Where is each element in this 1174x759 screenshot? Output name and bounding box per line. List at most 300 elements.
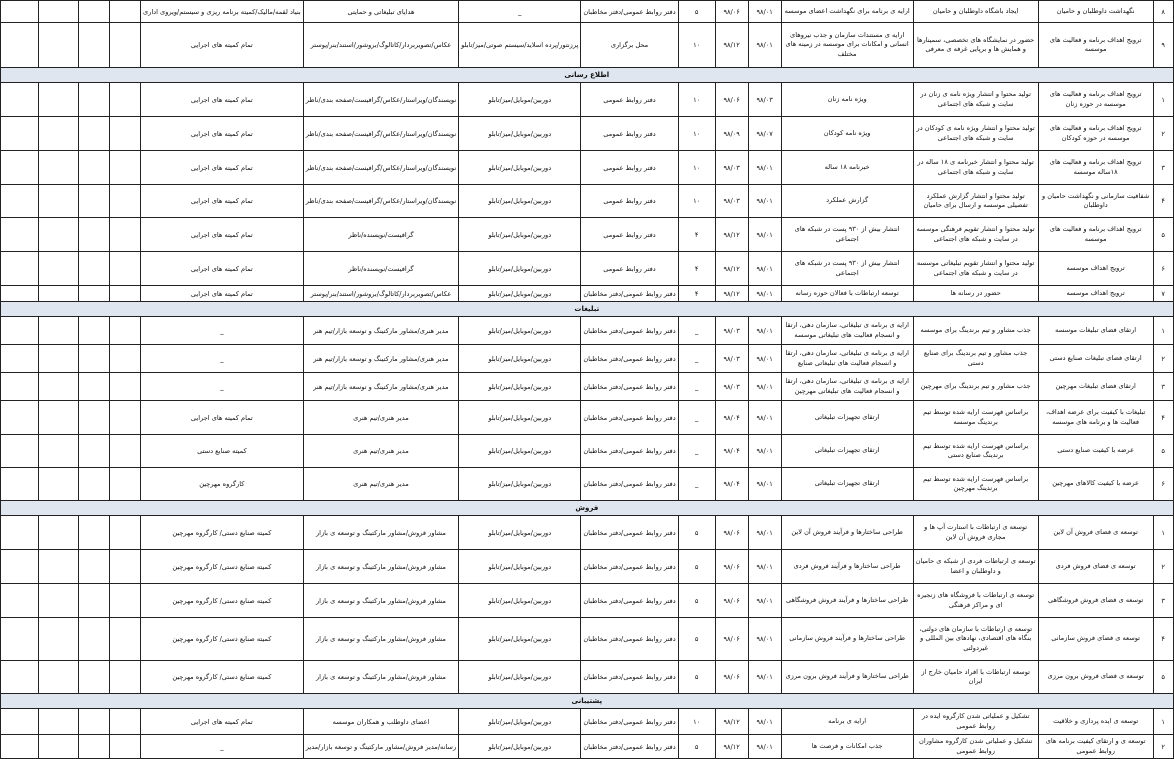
location-cell: دفتر روابط عمومی/دفتر مخاطبان xyxy=(581,661,678,694)
start-date-cell: ۹۸/۰۱ xyxy=(748,252,781,286)
action-cell: تولید محتوا و انتشار ویژه نامه ی زنان در سایت و شبکه های اجتماعی xyxy=(913,83,1038,117)
table-row xyxy=(1,1,1174,23)
equipment-cell: دوربین/موبایل/میز/تابلو xyxy=(459,218,581,252)
output-cell: خبرنامه ۱۸ ساله xyxy=(781,151,913,185)
goal-cell: توسعه ی فضای فروش فروشگاهی xyxy=(1038,584,1153,618)
equipment-cell: دوربین/موبایل/میز/تابلو xyxy=(459,373,581,401)
action-cell: براساس فهرست ارایه شده توسط تیم برندینگ موسسه xyxy=(913,401,1038,435)
extra-cell xyxy=(1,661,39,694)
start-date-cell: ۹۸/۰۱ xyxy=(748,468,781,501)
extra-cell xyxy=(79,373,110,401)
extra-cell xyxy=(1,252,39,286)
resources-cell: مدیر هنری/تیم هنری xyxy=(303,468,458,501)
extra-cell xyxy=(79,218,110,252)
equipment-cell: دوربین/موبایل/میز/تابلو xyxy=(459,516,581,550)
end-date-cell: ۹۸/۰۴ xyxy=(715,401,748,435)
section-title: اطلاع رسانی xyxy=(1,68,1174,83)
output-cell: طراحی ساختارها و فرآیند فروش برون مرزی xyxy=(781,661,913,694)
extra-cell xyxy=(79,286,110,302)
extra-cell xyxy=(1,435,39,468)
resources-cell: مشاور فروش/مشاور مارکتینگ و توسعه ی بازار xyxy=(303,584,458,618)
row-number-cell: ۲ xyxy=(1153,735,1173,759)
section-title: تبلیغات xyxy=(1,302,1174,317)
equipment-cell: دوربین/موبایل/میز/تابلو xyxy=(459,401,581,435)
output-cell: ارتقای تجهیزات تبلیغاتی xyxy=(781,468,913,501)
row-number-cell: ۳ xyxy=(1153,373,1173,401)
partner-cell: بنیاد لقمه/مالیک/کمیته برنامه ریزی و سیستم/ویروی اداری xyxy=(141,1,304,23)
table-row xyxy=(1,83,1174,117)
extra-cell xyxy=(1,618,39,661)
extra-cell xyxy=(110,151,141,185)
resources-cell: مدیر هنری/مشاور مارکتینگ و توسعه بازار/تیم هنر xyxy=(303,345,458,373)
weight-cell: ۵ xyxy=(678,618,715,661)
resources-cell: مشاور فروش/مشاور مارکتینگ و توسعه ی بازار xyxy=(303,618,458,661)
extra-cell xyxy=(79,252,110,286)
goal-cell: توسعه ی و ارتقای کیفیت برنامه های روابط عمومی xyxy=(1038,735,1153,759)
row-number-cell: ۴ xyxy=(1153,618,1173,661)
end-date-cell: ۹۸/۰۳ xyxy=(715,373,748,401)
table-row xyxy=(1,252,1174,286)
end-date-cell: ۹۸/۰۳ xyxy=(715,317,748,345)
extra-cell xyxy=(39,286,79,302)
table-row xyxy=(1,401,1174,435)
weight-cell: ۵ xyxy=(678,735,715,759)
partner-cell: تمام کمیته های اجرایی xyxy=(141,117,304,151)
table-row xyxy=(1,317,1174,345)
weight-cell: ۵ xyxy=(678,550,715,584)
partner-cell: کمیته صنایع دستی/ کارگروه مهرچین xyxy=(141,584,304,618)
row-number-cell: ۴ xyxy=(1153,401,1173,435)
weight-cell: _ xyxy=(678,373,715,401)
goal-cell: توسعه ی ایده پردازی و خلاقیت xyxy=(1038,709,1153,735)
location-cell: دفتر روابط عمومی/دفتر مخاطبان xyxy=(581,468,678,501)
equipment-cell: دوربین/موبایل/میز/تابلو xyxy=(459,252,581,286)
row-number-cell: ۶ xyxy=(1153,468,1173,501)
extra-cell xyxy=(39,735,79,759)
partner-cell: کمیته صنایع دستی/ کارگروه مهرچین xyxy=(141,618,304,661)
output-cell: توسعه ارتباطات با فعالان حوزه رسانه xyxy=(781,286,913,302)
action-cell: جذب مشاور و تیم برندینگ برای مهرچین xyxy=(913,373,1038,401)
row-number-cell: ۸ xyxy=(1153,1,1173,23)
extra-cell xyxy=(79,151,110,185)
extra-cell xyxy=(110,401,141,435)
extra-cell xyxy=(1,185,39,218)
weight-cell: ۱۰ xyxy=(678,117,715,151)
location-cell: دفتر روابط عمومی/دفتر مخاطبان xyxy=(581,401,678,435)
end-date-cell: ۹۸/۱۲ xyxy=(715,252,748,286)
end-date-cell: ۹۸/۰۶ xyxy=(715,618,748,661)
resources-cell: مدیر هنری/تیم هنری xyxy=(303,435,458,468)
extra-cell xyxy=(110,373,141,401)
row-number-cell: ۵ xyxy=(1153,435,1173,468)
table-row xyxy=(1,618,1174,661)
output-cell: ارتقای تجهیزات تبلیغاتی xyxy=(781,435,913,468)
goal-cell: توسعه ی فضای فروش سازمانی xyxy=(1038,618,1153,661)
section-header-row xyxy=(1,302,1174,317)
extra-cell xyxy=(79,584,110,618)
extra-cell xyxy=(110,117,141,151)
row-number-cell: ۱ xyxy=(1153,709,1173,735)
row-number-cell: ۵ xyxy=(1153,218,1173,252)
end-date-cell: ۹۸/۰۶ xyxy=(715,1,748,23)
location-cell: دفتر روابط عمومی/دفتر مخاطبان xyxy=(581,584,678,618)
start-date-cell: ۹۸/۰۱ xyxy=(748,435,781,468)
extra-cell xyxy=(79,709,110,735)
location-cell: دفتر روابط عمومی xyxy=(581,151,678,185)
extra-cell xyxy=(79,618,110,661)
start-date-cell: ۹۸/۰۱ xyxy=(748,218,781,252)
extra-cell xyxy=(1,709,39,735)
equipment-cell: دوربین/موبایل/میز/تابلو xyxy=(459,117,581,151)
equipment-cell: دوربین/موبایل/میز/تابلو xyxy=(459,735,581,759)
location-cell: دفتر روابط عمومی xyxy=(581,117,678,151)
extra-cell xyxy=(110,218,141,252)
extra-cell xyxy=(1,83,39,117)
extra-cell xyxy=(110,286,141,302)
resources-cell: رسانه/مدیر فروش/مشاور مارکتینگ و توسعه بازار/مدیر xyxy=(303,735,458,759)
action-cell: توسعه ی ارتباطات با استارت آپ ها و مجاری فروش آن لاین xyxy=(913,516,1038,550)
table-row xyxy=(1,23,1174,68)
action-cell: توسعه ی ارتباطات فردی از شبکه ی حامیان و داوطلبان و اعضا xyxy=(913,550,1038,584)
extra-cell xyxy=(39,117,79,151)
partner-cell: _ xyxy=(141,735,304,759)
row-number-cell: ۲ xyxy=(1153,550,1173,584)
partner-cell: تمام کمیته های اجرایی xyxy=(141,252,304,286)
extra-cell xyxy=(1,735,39,759)
action-cell: تشکیل و عملیاتی شدن کارگروه ایده در روابط عمومی xyxy=(913,709,1038,735)
extra-cell xyxy=(1,345,39,373)
resources-cell: مشاور فروش/مشاور مارکتینگ و توسعه ی بازار xyxy=(303,516,458,550)
extra-cell xyxy=(79,516,110,550)
action-cell: براساس فهرست ارایه شده توسط تیم برندینگ صنایع دستی xyxy=(913,435,1038,468)
table-row xyxy=(1,661,1174,694)
equipment-cell: دوربین/موبایل/میز/تابلو xyxy=(459,661,581,694)
end-date-cell: ۹۸/۱۲ xyxy=(715,218,748,252)
extra-cell xyxy=(39,584,79,618)
partner-cell: تمام کمیته های اجرایی xyxy=(141,401,304,435)
end-date-cell: ۹۸/۰۹ xyxy=(715,117,748,151)
resources-cell: گرافیست/نویسنده/ناظر xyxy=(303,218,458,252)
equipment-cell: _ xyxy=(459,1,581,23)
action-cell: توسعه ی ارتباطات با سازمان های دولتی، بنگاه های اقتصادی، نهادهای بین المللی و غیردولتی xyxy=(913,618,1038,661)
location-cell: دفتر روابط عمومی/دفتر مخاطبان xyxy=(581,317,678,345)
partner-cell: تمام کمیته های اجرایی xyxy=(141,23,304,68)
weight-cell: ۴ xyxy=(678,252,715,286)
weight-cell: _ xyxy=(678,401,715,435)
action-cell: تولید محتوا و انتشار خبرنامه ی ۱۸ ساله در سایت و شبکه های اجتماعی xyxy=(913,151,1038,185)
resources-cell: عکاس/تصویربردار/کاتالوگ/بروشور/استند/بنر/پوستر xyxy=(303,23,458,68)
goal-cell: عرضه با کیفیت صنایع دستی xyxy=(1038,435,1153,468)
extra-cell xyxy=(1,584,39,618)
table-row xyxy=(1,345,1174,373)
table-row xyxy=(1,286,1174,302)
extra-cell xyxy=(39,185,79,218)
extra-cell xyxy=(1,286,39,302)
table-row xyxy=(1,468,1174,501)
equipment-cell: پرزنتور/پرده اسلاید/سیستم صوتی/میز/تابلو xyxy=(459,23,581,68)
end-date-cell: ۹۸/۰۴ xyxy=(715,468,748,501)
extra-cell xyxy=(79,468,110,501)
start-date-cell: ۹۸/۰۱ xyxy=(748,584,781,618)
goal-cell: ارتقای فضای تبلیغات صنایع دستی xyxy=(1038,345,1153,373)
equipment-cell: دوربین/موبایل/میز/تابلو xyxy=(459,83,581,117)
start-date-cell: ۹۸/۰۱ xyxy=(748,709,781,735)
output-cell: ارایه ی برنامه xyxy=(781,709,913,735)
start-date-cell: ۹۸/۰۱ xyxy=(748,401,781,435)
goal-cell: ترویج اهداف موسسه xyxy=(1038,286,1153,302)
output-cell: ارایه ی برنامه ی تبلیغاتی، سازمان دهی، ارتقا و انسجام فعالیت های تبلیغاتی مهرچین xyxy=(781,373,913,401)
extra-cell xyxy=(39,151,79,185)
table-row xyxy=(1,550,1174,584)
location-cell: دفتر روابط عمومی/دفتر مخاطبان xyxy=(581,550,678,584)
partner-cell: تمام کمیته های اجرایی xyxy=(141,709,304,735)
extra-cell xyxy=(110,1,141,23)
equipment-cell: دوربین/موبایل/میز/تابلو xyxy=(459,286,581,302)
weight-cell: ۵ xyxy=(678,516,715,550)
goal-cell: تبلیغات با کیفیت برای عرضه اهداف، فعالیت ها و برنامه های موسسه xyxy=(1038,401,1153,435)
equipment-cell: دوربین/موبایل/میز/تابلو xyxy=(459,345,581,373)
extra-cell xyxy=(39,618,79,661)
extra-cell xyxy=(39,252,79,286)
output-cell: ارتقای تجهیزات تبلیغاتی xyxy=(781,401,913,435)
extra-cell xyxy=(1,317,39,345)
extra-cell xyxy=(39,516,79,550)
row-number-cell: ۳ xyxy=(1153,151,1173,185)
partner-cell: کمیته صنایع دستی xyxy=(141,435,304,468)
output-cell: طراحی ساختارها و فرآیند فروش فردی xyxy=(781,550,913,584)
partner-cell: تمام کمیته های اجرایی xyxy=(141,286,304,302)
goal-cell: شفافیت سازمانی و نگهداشت حامیان و داوطلبان xyxy=(1038,185,1153,218)
extra-cell xyxy=(110,185,141,218)
output-cell: ویژه نامه کودکان xyxy=(781,117,913,151)
weight-cell: ۵ xyxy=(678,1,715,23)
table-row xyxy=(1,185,1174,218)
end-date-cell: ۹۸/۰۳ xyxy=(715,151,748,185)
goal-cell: ترویج اهداف برنامه و فعالیت های موسسه xyxy=(1038,23,1153,68)
resources-cell: مدیر هنری/مشاور مارکتینگ و توسعه بازار/تیم هنر xyxy=(303,317,458,345)
extra-cell xyxy=(110,709,141,735)
output-cell: طراحی ساختارها و فرآیند فروش آن لاین xyxy=(781,516,913,550)
location-cell: دفتر روابط عمومی/دفتر مخاطبان xyxy=(581,345,678,373)
start-date-cell: ۹۸/۰۱ xyxy=(748,286,781,302)
extra-cell xyxy=(79,117,110,151)
location-cell: دفتر روابط عمومی xyxy=(581,83,678,117)
output-cell: ویژه نامه زنان xyxy=(781,83,913,117)
extra-cell xyxy=(1,401,39,435)
extra-cell xyxy=(39,709,79,735)
start-date-cell: ۹۸/۰۱ xyxy=(748,373,781,401)
output-cell: طراحی ساختارها و فرآیند فروش سازمانی xyxy=(781,618,913,661)
partner-cell: تمام کمیته های اجرایی xyxy=(141,185,304,218)
extra-cell xyxy=(110,516,141,550)
extra-cell xyxy=(110,550,141,584)
partner-cell: تمام کمیته های اجرایی xyxy=(141,83,304,117)
extra-cell xyxy=(79,317,110,345)
weight-cell: ۱۰ xyxy=(678,185,715,218)
end-date-cell: ۹۸/۰۳ xyxy=(715,345,748,373)
extra-cell xyxy=(110,584,141,618)
output-cell: انتشار بیش از ۹۳۰ پست در شبکه های اجتماعی xyxy=(781,252,913,286)
weight-cell: ۱۰ xyxy=(678,709,715,735)
extra-cell xyxy=(110,735,141,759)
extra-cell xyxy=(79,661,110,694)
section-header-row xyxy=(1,694,1174,709)
end-date-cell: ۹۸/۰۶ xyxy=(715,516,748,550)
location-cell: محل برگزاری xyxy=(581,23,678,68)
weight-cell: ۵ xyxy=(678,661,715,694)
extra-cell xyxy=(1,218,39,252)
extra-cell xyxy=(110,345,141,373)
end-date-cell: ۹۸/۱۲ xyxy=(715,709,748,735)
resources-cell: اعضای داوطلب و همکاران موسسه xyxy=(303,709,458,735)
equipment-cell: دوربین/موبایل/میز/تابلو xyxy=(459,151,581,185)
table-row xyxy=(1,735,1174,759)
location-cell: دفتر روابط عمومی/دفتر مخاطبان xyxy=(581,435,678,468)
row-number-cell: ۱ xyxy=(1153,516,1173,550)
resources-cell: گرافیست/نویسنده/ناظر xyxy=(303,252,458,286)
extra-cell xyxy=(1,23,39,68)
location-cell: دفتر روابط عمومی/دفتر مخاطبان xyxy=(581,735,678,759)
row-number-cell: ۳ xyxy=(1153,584,1173,618)
output-cell: ارایه ی برنامه برای نگهداشت اعضای موسسه xyxy=(781,1,913,23)
extra-cell xyxy=(39,373,79,401)
weight-cell: _ xyxy=(678,317,715,345)
extra-cell xyxy=(110,317,141,345)
extra-cell xyxy=(79,185,110,218)
extra-cell xyxy=(39,1,79,23)
weight-cell: ۴ xyxy=(678,218,715,252)
action-cell: حضور در نمایشگاه های تخصصی، سمینارها و همایش ها و برپایی غرفه ی معرفی xyxy=(913,23,1038,68)
location-cell: دفتر روابط عمومی/دفتر مخاطبان xyxy=(581,286,678,302)
goal-cell: ترویج اهداف موسسه xyxy=(1038,252,1153,286)
location-cell: دفتر روابط عمومی/دفتر مخاطبان xyxy=(581,618,678,661)
goal-cell: ترویج اهداف برنامه و فعالیت های موسسه در حوزه زنان xyxy=(1038,83,1153,117)
extra-cell xyxy=(1,516,39,550)
equipment-cell: دوربین/موبایل/میز/تابلو xyxy=(459,185,581,218)
partner-cell: کمیته صنایع دستی/ کارگروه مهرچین xyxy=(141,550,304,584)
partner-cell: _ xyxy=(141,345,304,373)
equipment-cell: دوربین/موبایل/میز/تابلو xyxy=(459,709,581,735)
extra-cell xyxy=(1,1,39,23)
start-date-cell: ۹۸/۰۱ xyxy=(748,185,781,218)
partner-cell: کارگروه مهرچین xyxy=(141,468,304,501)
partner-cell: _ xyxy=(141,317,304,345)
start-date-cell: ۹۸/۰۱ xyxy=(748,735,781,759)
end-date-cell: ۹۸/۱۲ xyxy=(715,23,748,68)
resources-cell: نویسندگان/ویراستار/عکاس/گرافیست/صفحه بندی/ناظر xyxy=(303,117,458,151)
extra-cell xyxy=(39,435,79,468)
weight-cell: _ xyxy=(678,435,715,468)
output-cell: گزارش عملکرد xyxy=(781,185,913,218)
start-date-cell: ۹۸/۰۱ xyxy=(748,345,781,373)
goal-cell: توسعه ی فضای فروش فردی xyxy=(1038,550,1153,584)
weight-cell: ۱۰ xyxy=(678,151,715,185)
section-header-row xyxy=(1,501,1174,516)
extra-cell xyxy=(79,23,110,68)
extra-cell xyxy=(110,23,141,68)
equipment-cell: دوربین/موبایل/میز/تابلو xyxy=(459,618,581,661)
goal-cell: توسعه ی فضای فروش آن لاین xyxy=(1038,516,1153,550)
weight-cell: ۴ xyxy=(678,286,715,302)
goal-cell: ترویج اهداف برنامه و فعالیت های موسسه در حوزه کودکان xyxy=(1038,117,1153,151)
end-date-cell: ۹۸/۱۲ xyxy=(715,735,748,759)
goal-cell: توسعه ی فضای فروش برون مرزی xyxy=(1038,661,1153,694)
action-cell: تشکیل و عملیاتی شدن کارگروه مشاوران روابط عمومی xyxy=(913,735,1038,759)
equipment-cell: دوربین/موبایل/میز/تابلو xyxy=(459,584,581,618)
extra-cell xyxy=(79,401,110,435)
row-number-cell: ۷ xyxy=(1153,286,1173,302)
partner-cell: کمیته صنایع دستی/ کارگروه مهرچین xyxy=(141,661,304,694)
start-date-cell: ۹۸/۰۱ xyxy=(748,550,781,584)
location-cell: دفتر روابط عمومی/دفتر مخاطبان xyxy=(581,709,678,735)
equipment-cell: دوربین/موبایل/میز/تابلو xyxy=(459,550,581,584)
start-date-cell: ۹۸/۰۱ xyxy=(748,151,781,185)
row-number-cell: ۶ xyxy=(1153,252,1173,286)
partner-cell: _ xyxy=(141,373,304,401)
output-cell: ارایه ی مستندات سازمان و جذب نیروهای انسانی و امکانات برای موسسه در زمینه های مختلف xyxy=(781,23,913,68)
extra-cell xyxy=(110,661,141,694)
start-date-cell: ۹۸/۰۱ xyxy=(748,23,781,68)
action-cell: ایجاد باشگاه داوطلبان و حامیان xyxy=(913,1,1038,23)
partner-cell: تمام کمیته های اجرایی xyxy=(141,151,304,185)
start-date-cell: ۹۸/۰۱ xyxy=(748,317,781,345)
extra-cell xyxy=(1,151,39,185)
action-cell: جذب مشاور و تیم برندینگ برای موسسه xyxy=(913,317,1038,345)
extra-cell xyxy=(39,218,79,252)
equipment-cell: دوربین/موبایل/میز/تابلو xyxy=(459,435,581,468)
extra-cell xyxy=(39,83,79,117)
weight-cell: ۵ xyxy=(678,584,715,618)
weight-cell: _ xyxy=(678,468,715,501)
location-cell: دفتر روابط عمومی xyxy=(581,185,678,218)
resources-cell: نویسندگان/ویراستار/عکاس/گرافیست/صفحه بندی/ناظر xyxy=(303,151,458,185)
weight-cell: _ xyxy=(678,345,715,373)
extra-cell xyxy=(110,435,141,468)
output-cell: طراحی ساختارها و فرآیند فروش فروشگاهی xyxy=(781,584,913,618)
goal-cell: ترویج اهداف برنامه و فعالیت های ۱۸ساله موسسه xyxy=(1038,151,1153,185)
output-cell: ارایه ی برنامه ی تبلیغاتی، سازمان دهی، ارتقا و انسجام فعالیت های تبلیغاتی موسسه xyxy=(781,317,913,345)
extra-cell xyxy=(39,401,79,435)
extra-cell xyxy=(1,550,39,584)
extra-cell xyxy=(110,618,141,661)
extra-cell xyxy=(1,373,39,401)
action-cell: تولید محتوا و انتشار ویژه نامه ی کودکان در سایت و شبکه های اجتماعی xyxy=(913,117,1038,151)
row-number-cell: ۵ xyxy=(1153,661,1173,694)
partner-cell: کمیته صنایع دستی/ کارگروه مهرچین xyxy=(141,516,304,550)
action-cell: توسعه ی ارتباطات با فروشگاه های زنجیره ای و مراکز فرهنگی xyxy=(913,584,1038,618)
start-date-cell: ۹۸/۰۱ xyxy=(748,661,781,694)
extra-cell xyxy=(110,468,141,501)
extra-cell xyxy=(79,345,110,373)
extra-cell xyxy=(110,83,141,117)
start-date-cell: ۹۸/۰۷ xyxy=(748,117,781,151)
section-title: پشتیبانی xyxy=(1,694,1174,709)
action-cell: براساس فهرست ارایه شده توسط تیم برندینگ مهرچین xyxy=(913,468,1038,501)
row-number-cell: ۴ xyxy=(1153,185,1173,218)
resources-cell: مشاور فروش/مشاور مارکتینگ و توسعه ی بازار xyxy=(303,550,458,584)
end-date-cell: ۹۸/۰۳ xyxy=(715,185,748,218)
extra-cell xyxy=(79,83,110,117)
end-date-cell: ۹۸/۰۴ xyxy=(715,435,748,468)
location-cell: دفتر روابط عمومی/دفتر مخاطبان xyxy=(581,516,678,550)
partner-cell: تمام کمیته های اجرایی xyxy=(141,218,304,252)
action-cell: جذب مشاور و تیم برندینگ برای صنایع دستی xyxy=(913,345,1038,373)
table-row xyxy=(1,218,1174,252)
table-row xyxy=(1,709,1174,735)
row-number-cell: ۱ xyxy=(1153,317,1173,345)
row-number-cell: ۱ xyxy=(1153,83,1173,117)
output-cell: انتشار بیش از ۹۳۰ پست در شبکه های اجتماعی xyxy=(781,218,913,252)
